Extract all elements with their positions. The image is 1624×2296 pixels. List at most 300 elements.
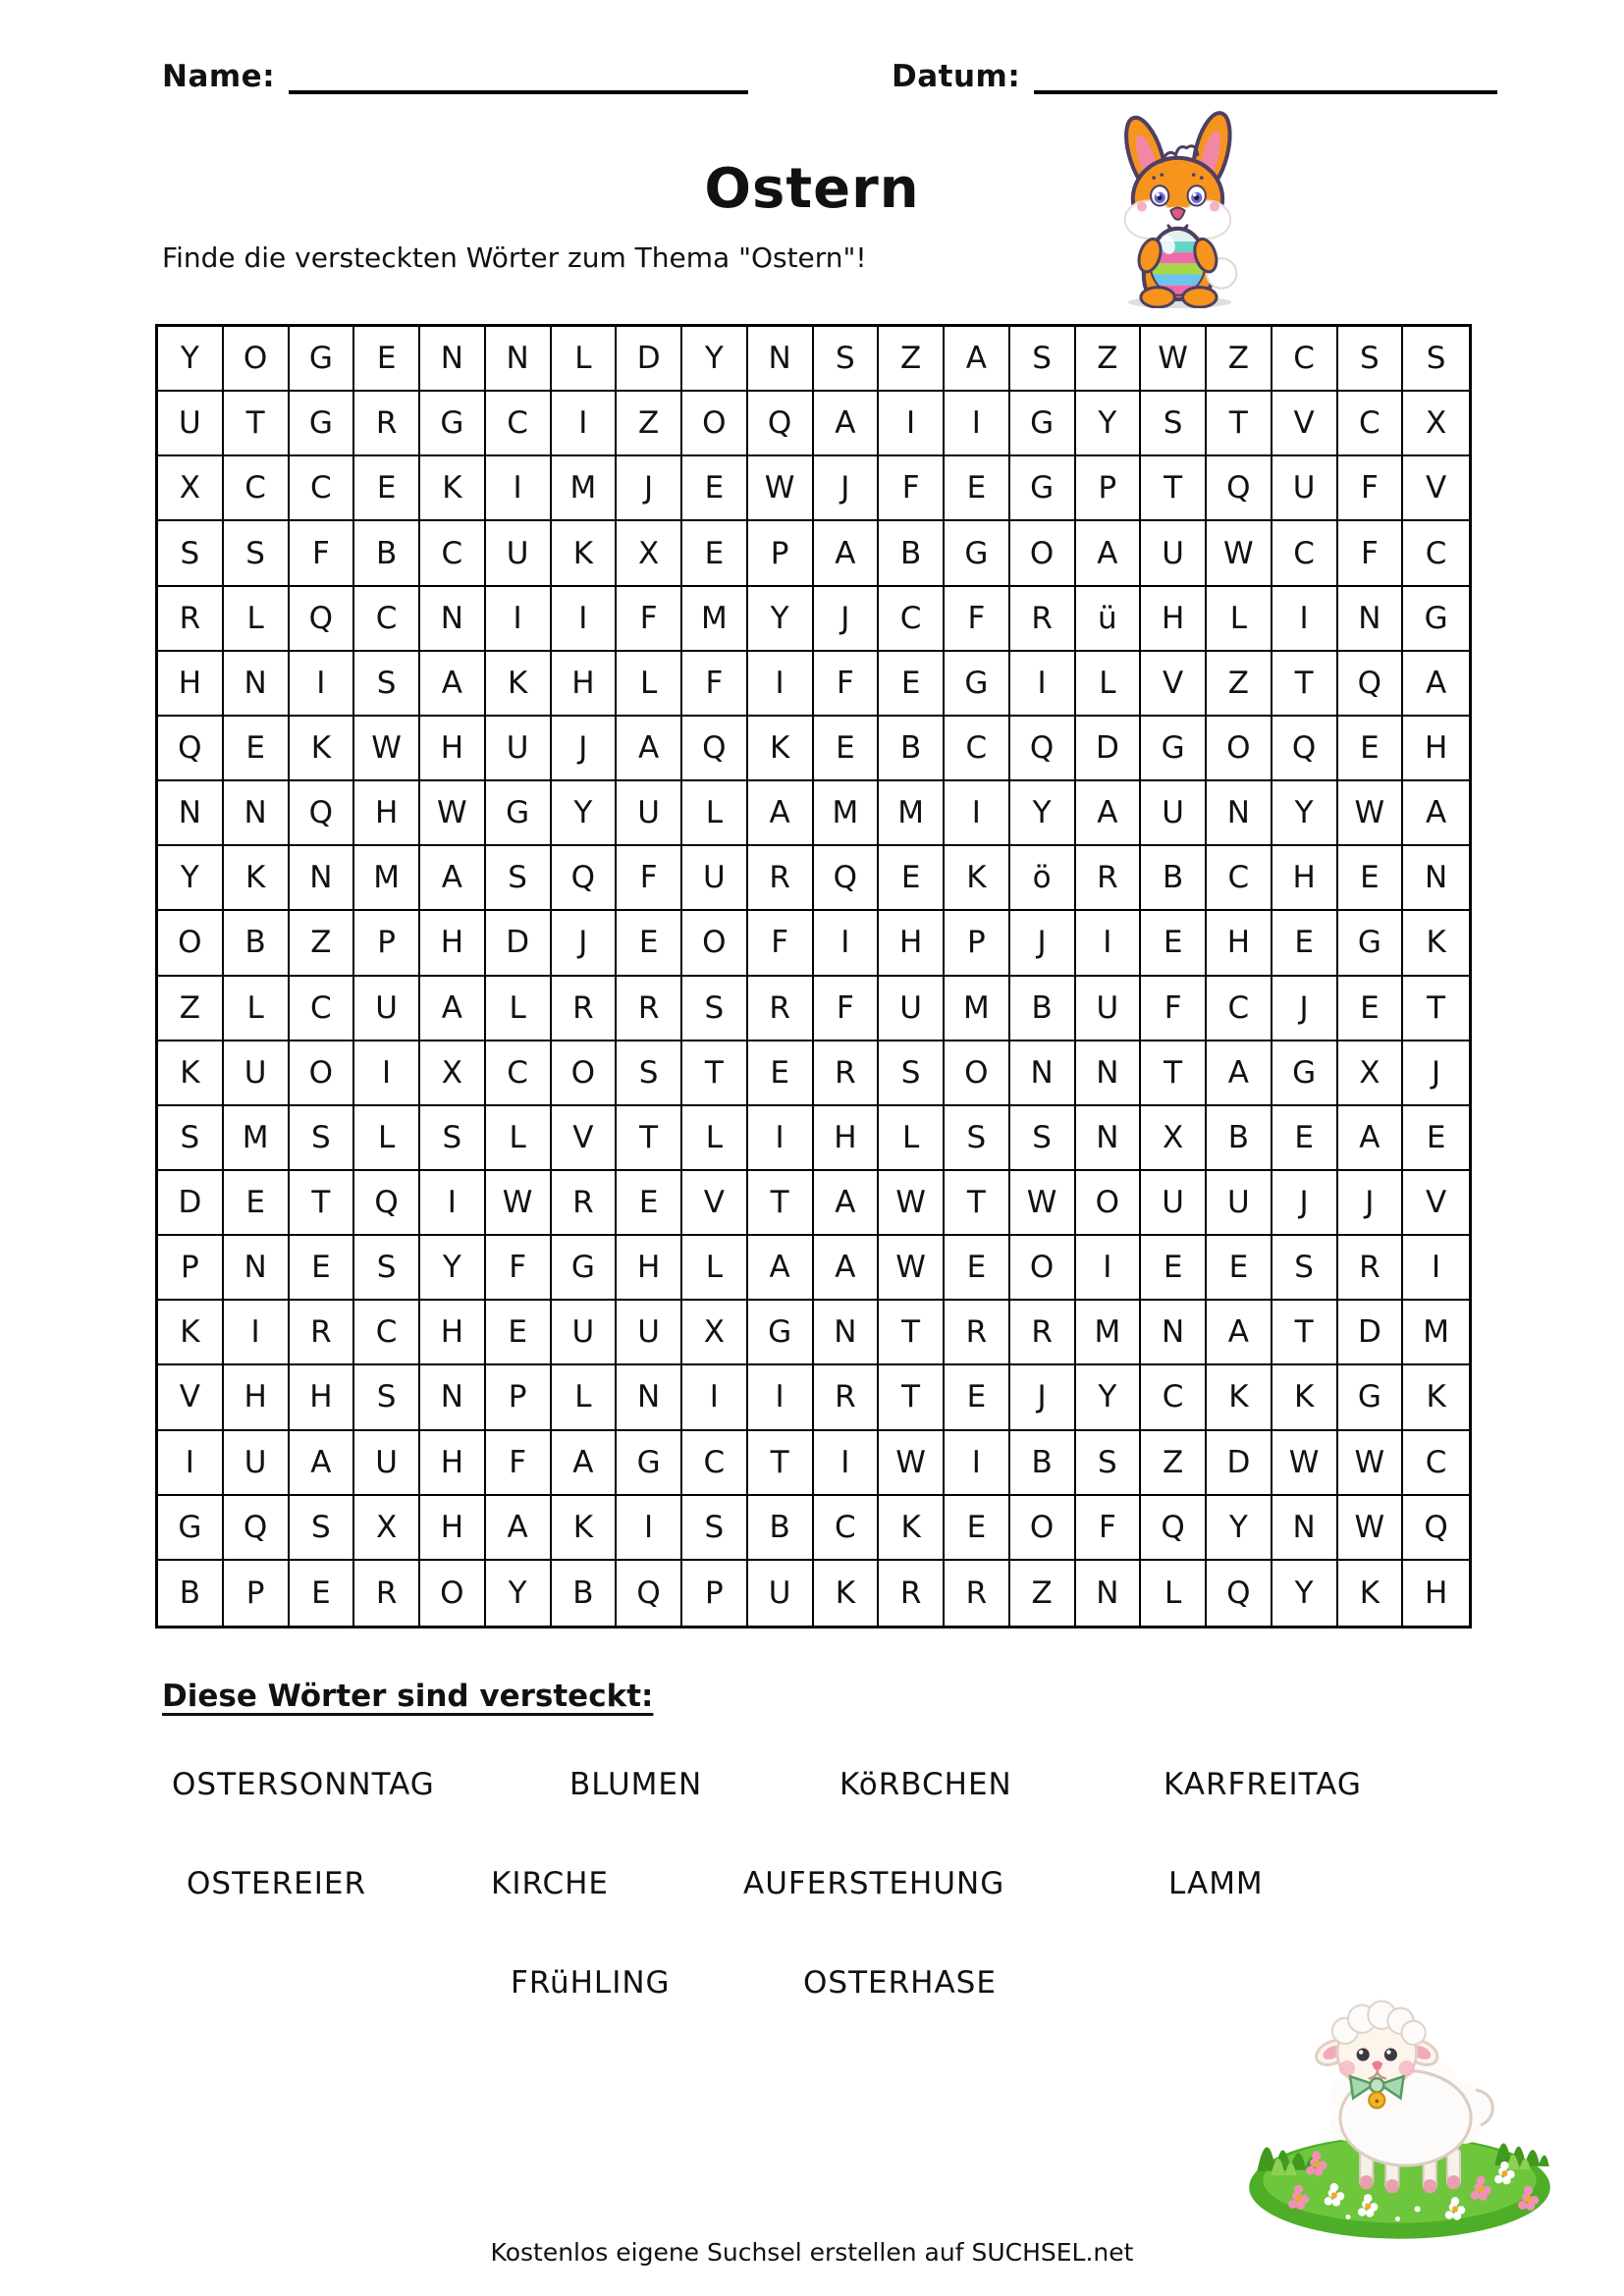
grid-cell-r9-c15[interactable]: R <box>1076 846 1142 911</box>
grid-cell-r11-c3[interactable]: C <box>290 977 355 1041</box>
grid-cell-r8-c20[interactable]: A <box>1403 781 1469 846</box>
grid-cell-r2-c16[interactable]: S <box>1141 392 1207 456</box>
grid-cell-r6-c17[interactable]: Z <box>1207 652 1272 717</box>
grid-cell-r2-c5[interactable]: G <box>420 392 486 456</box>
grid-cell-r8-c8[interactable]: U <box>617 781 682 846</box>
grid-cell-r16-c15[interactable]: M <box>1076 1301 1142 1365</box>
grid-cell-r18-c16[interactable]: Z <box>1141 1431 1207 1496</box>
grid-cell-r20-c2[interactable]: P <box>224 1561 290 1626</box>
grid-cell-r6-c12[interactable]: E <box>879 652 945 717</box>
grid-cell-r17-c14[interactable]: J <box>1010 1365 1076 1430</box>
grid-cell-r3-c20[interactable]: V <box>1403 456 1469 521</box>
grid-cell-r5-c17[interactable]: L <box>1207 587 1272 652</box>
grid-cell-r11-c20[interactable]: T <box>1403 977 1469 1041</box>
grid-cell-r16-c3[interactable]: R <box>290 1301 355 1365</box>
grid-cell-r2-c7[interactable]: I <box>552 392 618 456</box>
grid-cell-r8-c17[interactable]: N <box>1207 781 1272 846</box>
grid-cell-r14-c17[interactable]: U <box>1207 1171 1272 1236</box>
grid-cell-r9-c3[interactable]: N <box>290 846 355 911</box>
grid-cell-r3-c6[interactable]: I <box>486 456 552 521</box>
grid-cell-r13-c16[interactable]: X <box>1141 1106 1207 1171</box>
grid-cell-r15-c4[interactable]: S <box>354 1236 420 1301</box>
grid-cell-r13-c5[interactable]: S <box>420 1106 486 1171</box>
grid-cell-r20-c16[interactable]: L <box>1141 1561 1207 1626</box>
grid-cell-r17-c19[interactable]: G <box>1338 1365 1404 1430</box>
grid-cell-r20-c19[interactable]: K <box>1338 1561 1404 1626</box>
grid-cell-r1-c14[interactable]: S <box>1010 327 1076 392</box>
grid-cell-r18-c2[interactable]: U <box>224 1431 290 1496</box>
grid-cell-r12-c9[interactable]: T <box>682 1041 748 1106</box>
grid-cell-r1-c6[interactable]: N <box>486 327 552 392</box>
grid-cell-r7-c3[interactable]: K <box>290 717 355 781</box>
grid-cell-r19-c6[interactable]: A <box>486 1496 552 1561</box>
grid-cell-r8-c2[interactable]: N <box>224 781 290 846</box>
grid-cell-r15-c19[interactable]: R <box>1338 1236 1404 1301</box>
grid-cell-r2-c11[interactable]: A <box>814 392 880 456</box>
grid-cell-r17-c12[interactable]: T <box>879 1365 945 1430</box>
grid-cell-r19-c13[interactable]: E <box>945 1496 1010 1561</box>
grid-cell-r3-c1[interactable]: X <box>158 456 224 521</box>
grid-cell-r19-c1[interactable]: G <box>158 1496 224 1561</box>
grid-cell-r7-c19[interactable]: E <box>1338 717 1404 781</box>
word-search-grid[interactable] <box>155 324 1472 1629</box>
grid-cell-r1-c17[interactable]: Z <box>1207 327 1272 392</box>
grid-cell-r6-c19[interactable]: Q <box>1338 652 1404 717</box>
grid-cell-r19-c15[interactable]: F <box>1076 1496 1142 1561</box>
grid-cell-r7-c18[interactable]: Q <box>1272 717 1338 781</box>
grid-cell-r18-c19[interactable]: W <box>1338 1431 1404 1496</box>
grid-cell-r18-c17[interactable]: D <box>1207 1431 1272 1496</box>
grid-cell-r19-c17[interactable]: Y <box>1207 1496 1272 1561</box>
datum-input-line[interactable] <box>1034 59 1497 94</box>
grid-cell-r1-c5[interactable]: N <box>420 327 486 392</box>
grid-cell-r3-c18[interactable]: U <box>1272 456 1338 521</box>
grid-cell-r16-c1[interactable]: K <box>158 1301 224 1365</box>
grid-cell-r4-c3[interactable]: F <box>290 521 355 586</box>
grid-cell-r11-c9[interactable]: S <box>682 977 748 1041</box>
grid-cell-r16-c7[interactable]: U <box>552 1301 618 1365</box>
grid-cell-r5-c4[interactable]: C <box>354 587 420 652</box>
grid-cell-r8-c16[interactable]: U <box>1141 781 1207 846</box>
grid-cell-r4-c9[interactable]: E <box>682 521 748 586</box>
grid-cell-r11-c7[interactable]: R <box>552 977 618 1041</box>
grid-cell-r18-c14[interactable]: B <box>1010 1431 1076 1496</box>
grid-cell-r15-c8[interactable]: H <box>617 1236 682 1301</box>
grid-cell-r18-c3[interactable]: A <box>290 1431 355 1496</box>
grid-cell-r12-c6[interactable]: C <box>486 1041 552 1106</box>
grid-cell-r4-c14[interactable]: O <box>1010 521 1076 586</box>
grid-cell-r6-c7[interactable]: H <box>552 652 618 717</box>
grid-cell-r5-c1[interactable]: R <box>158 587 224 652</box>
grid-cell-r10-c8[interactable]: E <box>617 911 682 976</box>
grid-cell-r14-c6[interactable]: W <box>486 1171 552 1236</box>
grid-cell-r14-c20[interactable]: V <box>1403 1171 1469 1236</box>
grid-cell-r3-c16[interactable]: T <box>1141 456 1207 521</box>
grid-cell-r7-c10[interactable]: K <box>748 717 814 781</box>
grid-cell-r3-c14[interactable]: G <box>1010 456 1076 521</box>
grid-cell-r20-c11[interactable]: K <box>814 1561 880 1626</box>
grid-cell-r17-c16[interactable]: C <box>1141 1365 1207 1430</box>
grid-cell-r13-c17[interactable]: B <box>1207 1106 1272 1171</box>
grid-cell-r5-c5[interactable]: N <box>420 587 486 652</box>
grid-cell-r16-c13[interactable]: R <box>945 1301 1010 1365</box>
name-input-line[interactable] <box>289 59 748 94</box>
grid-cell-r13-c20[interactable]: E <box>1403 1106 1469 1171</box>
grid-cell-r6-c15[interactable]: L <box>1076 652 1142 717</box>
grid-cell-r18-c7[interactable]: A <box>552 1431 618 1496</box>
grid-cell-r8-c1[interactable]: N <box>158 781 224 846</box>
grid-cell-r8-c15[interactable]: A <box>1076 781 1142 846</box>
grid-cell-r16-c12[interactable]: T <box>879 1301 945 1365</box>
grid-cell-r10-c16[interactable]: E <box>1141 911 1207 976</box>
grid-cell-r3-c10[interactable]: W <box>748 456 814 521</box>
grid-cell-r5-c15[interactable]: ü <box>1076 587 1142 652</box>
grid-cell-r18-c12[interactable]: W <box>879 1431 945 1496</box>
grid-cell-r14-c16[interactable]: U <box>1141 1171 1207 1236</box>
grid-cell-r7-c16[interactable]: G <box>1141 717 1207 781</box>
grid-cell-r20-c9[interactable]: P <box>682 1561 748 1626</box>
grid-cell-r4-c11[interactable]: A <box>814 521 880 586</box>
grid-cell-r13-c6[interactable]: L <box>486 1106 552 1171</box>
grid-cell-r8-c10[interactable]: A <box>748 781 814 846</box>
grid-cell-r10-c14[interactable]: J <box>1010 911 1076 976</box>
grid-cell-r20-c20[interactable]: H <box>1424 1575 1448 1611</box>
grid-cell-r13-c4[interactable]: L <box>354 1106 420 1171</box>
grid-cell-r14-c8[interactable]: E <box>617 1171 682 1236</box>
grid-cell-r1-c13[interactable]: A <box>945 327 1010 392</box>
grid-cell-r16-c11[interactable]: N <box>814 1301 880 1365</box>
grid-cell-r17-c6[interactable]: P <box>486 1365 552 1430</box>
grid-cell-r4-c10[interactable]: P <box>748 521 814 586</box>
grid-cell-r17-c15[interactable]: Y <box>1076 1365 1142 1430</box>
grid-cell-r20-c1[interactable]: B <box>158 1561 224 1626</box>
grid-cell-r10-c17[interactable]: H <box>1207 911 1272 976</box>
grid-cell-r15-c1[interactable]: P <box>158 1236 224 1301</box>
grid-cell-r14-c19[interactable]: J <box>1338 1171 1404 1236</box>
grid-cell-r20-c6[interactable]: Y <box>486 1561 552 1626</box>
grid-cell-r7-c13[interactable]: C <box>945 717 1010 781</box>
grid-cell-r9-c20[interactable]: N <box>1403 846 1469 911</box>
grid-cell-r1-c3[interactable]: G <box>290 327 355 392</box>
grid-cell-r12-c2[interactable]: U <box>224 1041 290 1106</box>
grid-cell-r9-c9[interactable]: U <box>682 846 748 911</box>
grid-cell-r11-c8[interactable]: R <box>617 977 682 1041</box>
grid-cell-r12-c12[interactable]: S <box>879 1041 945 1106</box>
grid-cell-r3-c19[interactable]: F <box>1338 456 1404 521</box>
grid-cell-r15-c15[interactable]: I <box>1076 1236 1142 1301</box>
grid-cell-r14-c10[interactable]: T <box>748 1171 814 1236</box>
grid-cell-r7-c1[interactable]: Q <box>158 717 224 781</box>
grid-cell-r20-c17[interactable]: Q <box>1207 1561 1272 1626</box>
grid-cell-r7-c14[interactable]: Q <box>1010 717 1076 781</box>
grid-cell-r4-c20[interactable]: C <box>1403 521 1469 586</box>
grid-cell-r11-c4[interactable]: U <box>354 977 420 1041</box>
grid-cell-r12-c15[interactable]: N <box>1076 1041 1142 1106</box>
grid-cell-r17-c17[interactable]: K <box>1207 1365 1272 1430</box>
grid-cell-r19-c10[interactable]: B <box>748 1496 814 1561</box>
grid-cell-r19-c19[interactable]: W <box>1338 1496 1404 1561</box>
grid-cell-r7-c2[interactable]: E <box>224 717 290 781</box>
grid-cell-r12-c18[interactable]: G <box>1272 1041 1338 1106</box>
grid-cell-r7-c9[interactable]: Q <box>682 717 748 781</box>
grid-cell-r20-c5[interactable]: O <box>420 1561 486 1626</box>
grid-cell-r15-c12[interactable]: W <box>879 1236 945 1301</box>
grid-cell-r8-c14[interactable]: Y <box>1010 781 1076 846</box>
grid-cell-r3-c17[interactable]: Q <box>1207 456 1272 521</box>
grid-cell-r11-c6[interactable]: L <box>486 977 552 1041</box>
grid-cell-r7-c7[interactable]: J <box>552 717 618 781</box>
grid-cell-r20-c15[interactable]: N <box>1076 1561 1142 1626</box>
grid-cell-r10-c1[interactable]: O <box>158 911 224 976</box>
grid-cell-r11-c5[interactable]: A <box>420 977 486 1041</box>
grid-cell-r10-c10[interactable]: F <box>748 911 814 976</box>
grid-cell-r8-c11[interactable]: M <box>814 781 880 846</box>
grid-cell-r2-c1[interactable]: U <box>158 392 224 456</box>
grid-cell-r12-c17[interactable]: A <box>1207 1041 1272 1106</box>
grid-cell-r13-c3[interactable]: S <box>290 1106 355 1171</box>
grid-cell-r1-c20[interactable]: S <box>1403 327 1469 392</box>
grid-cell-r18-c8[interactable]: G <box>617 1431 682 1496</box>
grid-cell-r15-c16[interactable]: E <box>1141 1236 1207 1301</box>
grid-cell-r5-c9[interactable]: M <box>682 587 748 652</box>
grid-cell-r6-c20[interactable]: A <box>1403 652 1469 717</box>
grid-cell-r11-c19[interactable]: E <box>1338 977 1404 1041</box>
grid-cell-r1-c16[interactable]: W <box>1141 327 1207 392</box>
grid-cell-r2-c10[interactable]: Q <box>748 392 814 456</box>
grid-cell-r1-c18[interactable]: C <box>1272 327 1338 392</box>
grid-cell-r10-c4[interactable]: P <box>354 911 420 976</box>
grid-cell-r8-c7[interactable]: Y <box>552 781 618 846</box>
grid-cell-r3-c2[interactable]: C <box>224 456 290 521</box>
grid-cell-r2-c2[interactable]: T <box>224 392 290 456</box>
grid-cell-r10-c3[interactable]: Z <box>290 911 355 976</box>
grid-cell-r16-c14[interactable]: R <box>1010 1301 1076 1365</box>
grid-cell-r9-c7[interactable]: Q <box>552 846 618 911</box>
grid-cell-r2-c9[interactable]: O <box>682 392 748 456</box>
grid-cell-r5-c8[interactable]: F <box>617 587 682 652</box>
grid-cell-r9-c6[interactable]: S <box>486 846 552 911</box>
grid-cell-r8-c13[interactable]: I <box>945 781 1010 846</box>
grid-cell-r14-c18[interactable]: J <box>1272 1171 1338 1236</box>
grid-cell-r4-c2[interactable]: S <box>224 521 290 586</box>
grid-cell-r4-c6[interactable]: U <box>486 521 552 586</box>
grid-cell-r5-c10[interactable]: Y <box>748 587 814 652</box>
grid-cell-r2-c4[interactable]: R <box>354 392 420 456</box>
grid-cell-r18-c13[interactable]: I <box>945 1431 1010 1496</box>
grid-cell-r7-c6[interactable]: U <box>486 717 552 781</box>
grid-cell-r16-c5[interactable]: H <box>420 1301 486 1365</box>
grid-cell-r4-c13[interactable]: G <box>945 521 1010 586</box>
grid-cell-r14-c1[interactable]: D <box>158 1171 224 1236</box>
grid-cell-r3-c7[interactable]: M <box>552 456 618 521</box>
grid-cell-r15-c20[interactable]: I <box>1403 1236 1469 1301</box>
grid-cell-r7-c20[interactable]: H <box>1403 717 1469 781</box>
grid-cell-r9-c1[interactable]: Y <box>158 846 224 911</box>
grid-cell-r4-c4[interactable]: B <box>354 521 420 586</box>
grid-cell-r6-c5[interactable]: A <box>420 652 486 717</box>
grid-cell-r5-c6[interactable]: I <box>486 587 552 652</box>
grid-cell-r17-c13[interactable]: E <box>945 1365 1010 1430</box>
grid-cell-r12-c16[interactable]: T <box>1141 1041 1207 1106</box>
grid-cell-r16-c8[interactable]: U <box>617 1301 682 1365</box>
grid-cell-r9-c19[interactable]: E <box>1338 846 1404 911</box>
grid-cell-r13-c9[interactable]: L <box>682 1106 748 1171</box>
grid-cell-r9-c18[interactable]: H <box>1272 846 1338 911</box>
grid-cell-r13-c19[interactable]: A <box>1338 1106 1404 1171</box>
grid-cell-r4-c18[interactable]: C <box>1272 521 1338 586</box>
grid-cell-r12-c14[interactable]: N <box>1010 1041 1076 1106</box>
grid-cell-r14-c4[interactable]: Q <box>354 1171 420 1236</box>
grid-cell-r6-c16[interactable]: V <box>1141 652 1207 717</box>
grid-cell-r18-c10[interactable]: T <box>748 1431 814 1496</box>
grid-cell-r20-c8[interactable]: Q <box>617 1561 682 1626</box>
grid-cell-r19-c9[interactable]: S <box>682 1496 748 1561</box>
grid-cell-r14-c5[interactable]: I <box>420 1171 486 1236</box>
grid-cell-r13-c13[interactable]: S <box>945 1106 1010 1171</box>
grid-cell-r9-c10[interactable]: R <box>748 846 814 911</box>
grid-cell-r15-c14[interactable]: O <box>1010 1236 1076 1301</box>
grid-cell-r4-c16[interactable]: U <box>1141 521 1207 586</box>
grid-cell-r3-c4[interactable]: E <box>354 456 420 521</box>
grid-cell-r9-c13[interactable]: K <box>945 846 1010 911</box>
grid-cell-r6-c2[interactable]: N <box>224 652 290 717</box>
grid-cell-r6-c18[interactable]: T <box>1272 652 1338 717</box>
grid-cell-r1-c4[interactable]: E <box>354 327 420 392</box>
grid-cell-r5-c13[interactable]: F <box>945 587 1010 652</box>
grid-cell-r15-c6[interactable]: F <box>486 1236 552 1301</box>
grid-cell-r9-c12[interactable]: E <box>879 846 945 911</box>
grid-cell-r4-c1[interactable]: S <box>158 521 224 586</box>
grid-cell-r18-c1[interactable]: I <box>158 1431 224 1496</box>
grid-cell-r10-c6[interactable]: D <box>486 911 552 976</box>
grid-cell-r10-c18[interactable]: E <box>1272 911 1338 976</box>
grid-cell-r19-c16[interactable]: Q <box>1141 1496 1207 1561</box>
grid-cell-r9-c17[interactable]: C <box>1207 846 1272 911</box>
grid-cell-r11-c11[interactable]: F <box>814 977 880 1041</box>
grid-cell-r6-c1[interactable]: H <box>158 652 224 717</box>
grid-cell-r17-c1[interactable]: V <box>158 1365 224 1430</box>
grid-cell-r14-c9[interactable]: V <box>682 1171 748 1236</box>
grid-cell-r1-c19[interactable]: S <box>1338 327 1404 392</box>
grid-cell-r6-c11[interactable]: F <box>814 652 880 717</box>
grid-cell-r20-c4[interactable]: R <box>354 1561 420 1626</box>
grid-cell-r16-c16[interactable]: N <box>1141 1301 1207 1365</box>
grid-cell-r9-c14[interactable]: ö <box>1010 846 1076 911</box>
grid-cell-r20-c13[interactable]: R <box>945 1561 1010 1626</box>
grid-cell-r7-c15[interactable]: D <box>1076 717 1142 781</box>
grid-cell-r20-c7[interactable]: B <box>552 1561 618 1626</box>
grid-cell-r2-c19[interactable]: C <box>1338 392 1404 456</box>
grid-cell-r9-c16[interactable]: B <box>1141 846 1207 911</box>
grid-cell-r3-c3[interactable]: C <box>290 456 355 521</box>
grid-cell-r6-c8[interactable]: L <box>617 652 682 717</box>
grid-cell-r4-c5[interactable]: C <box>420 521 486 586</box>
grid-cell-r6-c4[interactable]: S <box>354 652 420 717</box>
grid-cell-r17-c2[interactable]: H <box>224 1365 290 1430</box>
grid-cell-r17-c3[interactable]: H <box>290 1365 355 1430</box>
grid-cell-r18-c6[interactable]: F <box>486 1431 552 1496</box>
grid-cell-r3-c13[interactable]: E <box>945 456 1010 521</box>
grid-cell-r6-c14[interactable]: I <box>1010 652 1076 717</box>
grid-cell-r15-c18[interactable]: S <box>1272 1236 1338 1301</box>
grid-cell-r13-c12[interactable]: L <box>879 1106 945 1171</box>
grid-cell-r3-c15[interactable]: P <box>1076 456 1142 521</box>
grid-cell-r15-c10[interactable]: A <box>748 1236 814 1301</box>
grid-cell-r14-c7[interactable]: R <box>552 1171 618 1236</box>
grid-cell-r8-c19[interactable]: W <box>1338 781 1404 846</box>
grid-cell-r10-c19[interactable]: G <box>1338 911 1404 976</box>
grid-cell-r7-c11[interactable]: E <box>814 717 880 781</box>
grid-cell-r2-c6[interactable]: C <box>486 392 552 456</box>
grid-cell-r1-c15[interactable]: Z <box>1076 327 1142 392</box>
grid-cell-r18-c20[interactable]: C <box>1403 1431 1469 1496</box>
grid-cell-r12-c4[interactable]: I <box>354 1041 420 1106</box>
grid-cell-r10-c20[interactable]: K <box>1403 911 1469 976</box>
grid-cell-r18-c5[interactable]: H <box>420 1431 486 1496</box>
grid-cell-r2-c18[interactable]: V <box>1272 392 1338 456</box>
grid-cell-r13-c15[interactable]: N <box>1076 1106 1142 1171</box>
grid-cell-r10-c7[interactable]: J <box>552 911 618 976</box>
grid-cell-r6-c3[interactable]: I <box>290 652 355 717</box>
grid-cell-r17-c18[interactable]: K <box>1272 1365 1338 1430</box>
grid-cell-r19-c12[interactable]: K <box>879 1496 945 1561</box>
grid-cell-r1-c2[interactable]: O <box>224 327 290 392</box>
grid-cell-r12-c13[interactable]: O <box>945 1041 1010 1106</box>
grid-cell-r5-c12[interactable]: C <box>879 587 945 652</box>
grid-cell-r8-c6[interactable]: G <box>486 781 552 846</box>
grid-cell-r10-c12[interactable]: H <box>879 911 945 976</box>
grid-cell-r3-c5[interactable]: K <box>420 456 486 521</box>
grid-cell-r11-c15[interactable]: U <box>1076 977 1142 1041</box>
grid-cell-r9-c2[interactable]: K <box>224 846 290 911</box>
grid-cell-r20-c10[interactable]: U <box>748 1561 814 1626</box>
grid-cell-r6-c9[interactable]: F <box>682 652 748 717</box>
grid-cell-r8-c5[interactable]: W <box>420 781 486 846</box>
grid-cell-r2-c3[interactable]: G <box>290 392 355 456</box>
grid-cell-r12-c5[interactable]: X <box>420 1041 486 1106</box>
grid-cell-r4-c7[interactable]: K <box>552 521 618 586</box>
grid-cell-r3-c8[interactable]: J <box>617 456 682 521</box>
grid-cell-r6-c10[interactable]: I <box>748 652 814 717</box>
grid-cell-r16-c10[interactable]: G <box>748 1301 814 1365</box>
grid-cell-r14-c13[interactable]: T <box>945 1171 1010 1236</box>
grid-cell-r7-c8[interactable]: A <box>617 717 682 781</box>
grid-cell-r20-c12[interactable]: R <box>879 1561 945 1626</box>
grid-cell-r18-c18[interactable]: W <box>1272 1431 1338 1496</box>
grid-cell-r12-c7[interactable]: O <box>552 1041 618 1106</box>
grid-cell-r19-c2[interactable]: Q <box>224 1496 290 1561</box>
grid-cell-r8-c9[interactable]: L <box>682 781 748 846</box>
grid-cell-r13-c7[interactable]: V <box>552 1106 618 1171</box>
grid-cell-r17-c8[interactable]: N <box>617 1365 682 1430</box>
grid-cell-r14-c15[interactable]: O <box>1076 1171 1142 1236</box>
grid-cell-r19-c11[interactable]: C <box>814 1496 880 1561</box>
grid-cell-r3-c11[interactable]: J <box>814 456 880 521</box>
grid-cell-r2-c12[interactable]: I <box>879 392 945 456</box>
grid-cell-r18-c11[interactable]: I <box>814 1431 880 1496</box>
grid-cell-r20-c3[interactable]: E <box>290 1561 355 1626</box>
grid-cell-r16-c2[interactable]: I <box>224 1301 290 1365</box>
grid-cell-r5-c20[interactable]: G <box>1403 587 1469 652</box>
grid-cell-r12-c1[interactable]: K <box>158 1041 224 1106</box>
grid-cell-r16-c20[interactable]: M <box>1403 1301 1469 1365</box>
grid-cell-r1-c10[interactable]: N <box>748 327 814 392</box>
grid-cell-r4-c15[interactable]: A <box>1076 521 1142 586</box>
grid-cell-r7-c12[interactable]: B <box>879 717 945 781</box>
grid-cell-r15-c5[interactable]: Y <box>420 1236 486 1301</box>
grid-cell-r15-c3[interactable]: E <box>290 1236 355 1301</box>
grid-cell-r5-c19[interactable]: N <box>1338 587 1404 652</box>
